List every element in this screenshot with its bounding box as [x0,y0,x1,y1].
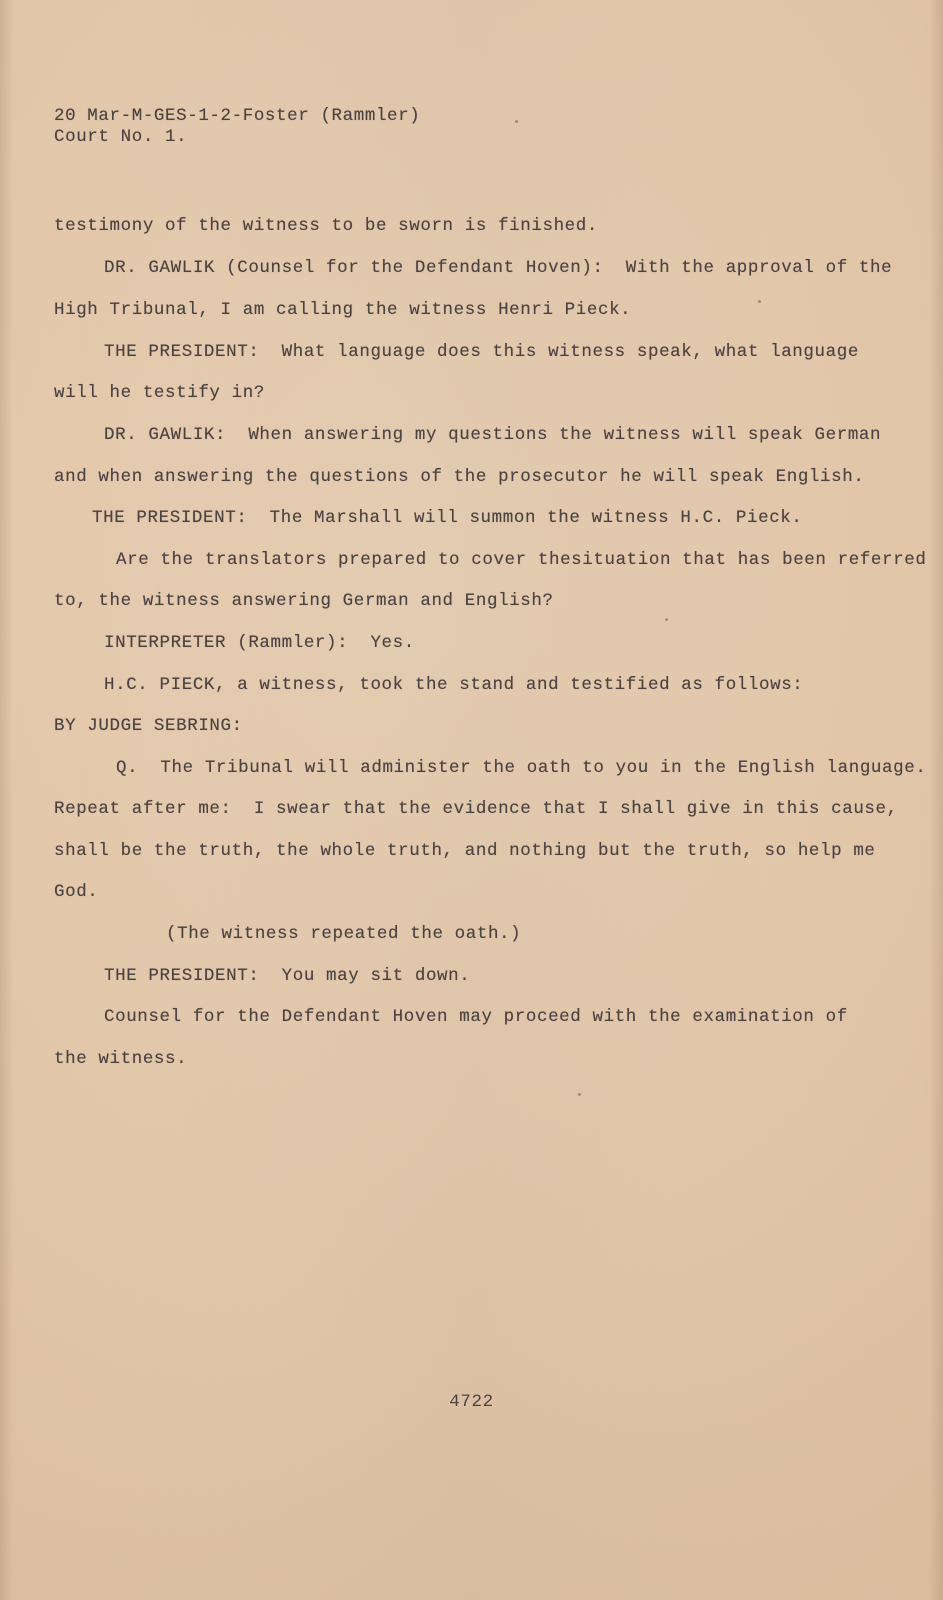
body-line: THE PRESIDENT: The Marshall will summon the witness H.C. Pieck. [92,508,803,528]
body-line: BY JUDGE SEBRING: [54,716,243,736]
body-line: DR. GAWLIK: When answering my questions the witness will speak German [104,425,882,445]
body-line: to, the witness answering German and English? [54,591,554,611]
body-line: INTERPRETER (Rammler): Yes. [104,633,415,653]
body-line: shall be the truth, the whole truth, and nothing but the truth, so help me [54,841,876,861]
paper-speck [758,300,761,303]
body-line: Are the translators prepared to cover thesituation that has been referred [116,550,927,570]
body-line: and when answering the questions of the prosecutor he will speak English. [54,467,865,487]
paper-edge-right [929,0,943,1600]
body-line: the witness. [54,1049,188,1069]
body-line: H.C. PIECK, a witness, took the stand and testified as follows: [104,675,804,695]
body-line: DR. GAWLIK (Counsel for the Defendant Hoven): With the approval of the [104,258,893,278]
body-line: (The witness repeated the oath.) [166,924,522,944]
header-line-2: Court No. 1. [54,127,188,147]
paper-edge-left [0,0,14,1600]
header-line-1: 20 Mar-M-GES-1-2-Foster (Rammler) [54,106,421,126]
paper-speck [665,618,668,621]
body-line: testimony of the witness to be sworn is finished. [54,216,598,236]
body-line: THE PRESIDENT: What language does this witness speak, what language [104,342,859,362]
body-line: High Tribunal, I am calling the witness Henri Pieck. [54,300,632,320]
paper-speck [578,1093,581,1096]
body-line: THE PRESIDENT: You may sit down. [104,966,471,986]
body-line: will he testify in? [54,383,265,403]
paper-speck [515,120,518,123]
body-line: Repeat after me: I swear that the evidence that I shall give in this cause, [54,799,898,819]
body-line: Q. The Tribunal will administer the oath to you in the English language. [116,758,927,778]
body-line: Counsel for the Defendant Hoven may proceed with the examination of [104,1007,848,1027]
page-number: 4722 [449,1392,494,1412]
body-line: God. [54,882,99,902]
